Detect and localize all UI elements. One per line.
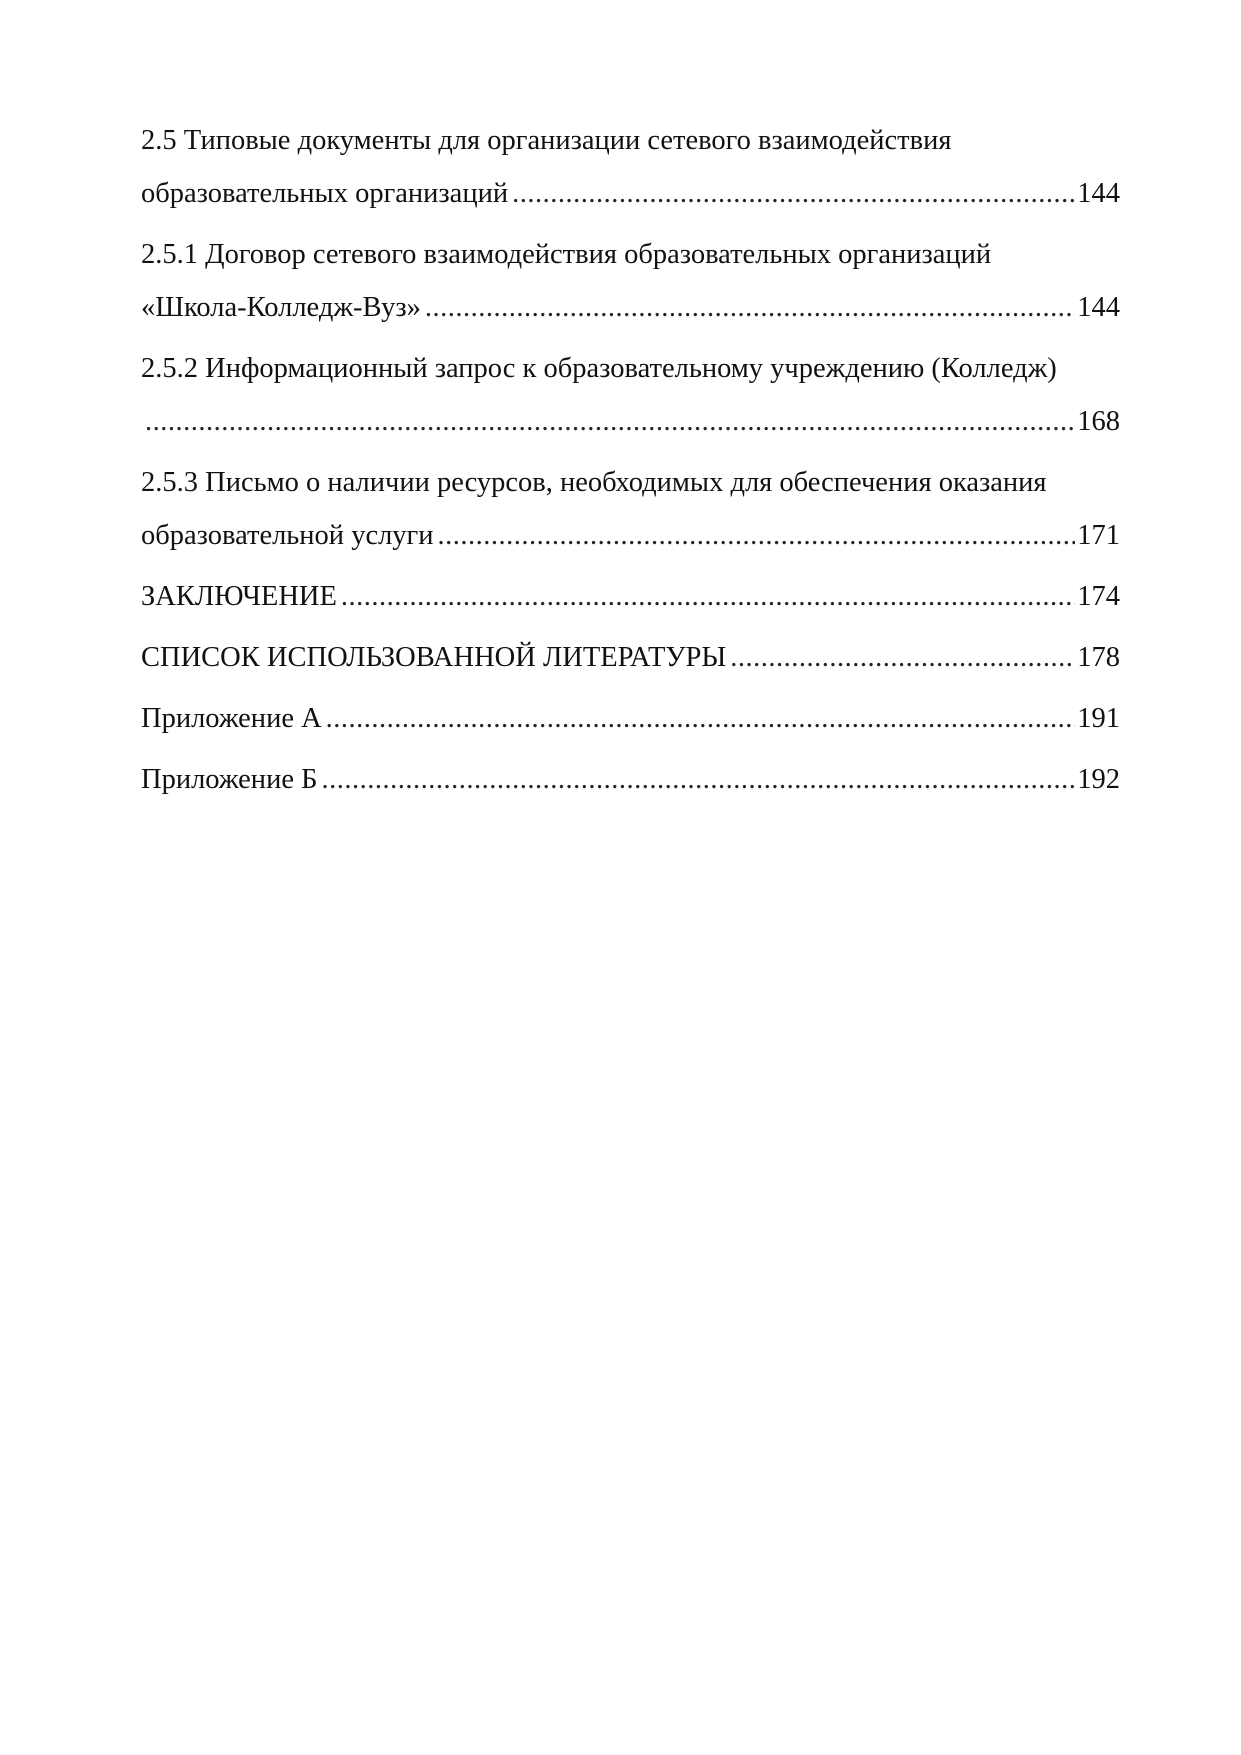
toc-entry-title: Приложение А (141, 703, 322, 734)
toc-entry-references[interactable] (141, 631, 1120, 684)
toc-entry-appendix-a[interactable] (141, 692, 1120, 745)
toc-entry-2-5-2[interactable] (141, 342, 1120, 448)
toc-leader-line (141, 753, 1120, 806)
toc-leader-line (141, 281, 1120, 334)
toc-entry-title-continuation: образовательных организаций (141, 178, 509, 209)
dot-leader (730, 631, 1075, 684)
toc-page-number: 144 (1077, 178, 1120, 209)
toc-leader-line (141, 570, 1120, 623)
dot-leader (326, 692, 1076, 745)
toc-leader-line (141, 167, 1120, 220)
toc-entry-title: СПИСОК ИСПОЛЬЗОВАННОЙ ЛИТЕРАТУРЫ (141, 642, 727, 673)
toc-entry-title: 2.5.1 Договор сетевого взаимодействия образовательных организаций (141, 239, 992, 270)
toc-page-number: 191 (1077, 703, 1120, 734)
toc-entry-title-continuation: «Школа-Колледж-Вуз» (141, 292, 421, 323)
toc-entry-2-5[interactable] (141, 114, 1120, 220)
toc-entry-title: 2.5 Типовые документы для организации сетевого взаимодействия (141, 125, 952, 156)
dot-leader (425, 281, 1075, 334)
toc-entry-2-5-1[interactable] (141, 228, 1120, 334)
toc-leader-line (141, 631, 1120, 684)
table-of-contents (141, 114, 1120, 814)
dot-leader (438, 509, 1076, 562)
toc-entry-2-5-3[interactable] (141, 456, 1120, 562)
toc-entry-title: 2.5.3 Письмо о наличии ресурсов, необходимых для обеспечения оказания (141, 467, 1047, 498)
toc-page-number: 168 (1077, 406, 1120, 437)
dot-leader (145, 395, 1075, 448)
toc-entry-title-continuation: образовательной услуги (141, 520, 434, 551)
dot-leader (341, 570, 1075, 623)
toc-leader-line (141, 509, 1120, 562)
toc-page-number: 178 (1077, 642, 1120, 673)
toc-entry-title: ЗАКЛЮЧЕНИЕ (141, 581, 337, 612)
toc-entry-conclusion[interactable] (141, 570, 1120, 623)
toc-page-number: 171 (1077, 520, 1120, 551)
toc-entry-title: Приложение Б (141, 764, 318, 795)
toc-leader-line (141, 395, 1120, 448)
dot-leader (512, 167, 1075, 220)
toc-page-number: 174 (1077, 581, 1120, 612)
toc-entry-appendix-b[interactable] (141, 753, 1120, 806)
toc-leader-line (141, 692, 1120, 745)
toc-page-number: 144 (1077, 292, 1120, 323)
toc-page-number: 192 (1077, 764, 1120, 795)
dot-leader (321, 753, 1075, 806)
toc-entry-title: 2.5.2 Информационный запрос к образовательному учреждению (Колледж) (141, 353, 1057, 384)
